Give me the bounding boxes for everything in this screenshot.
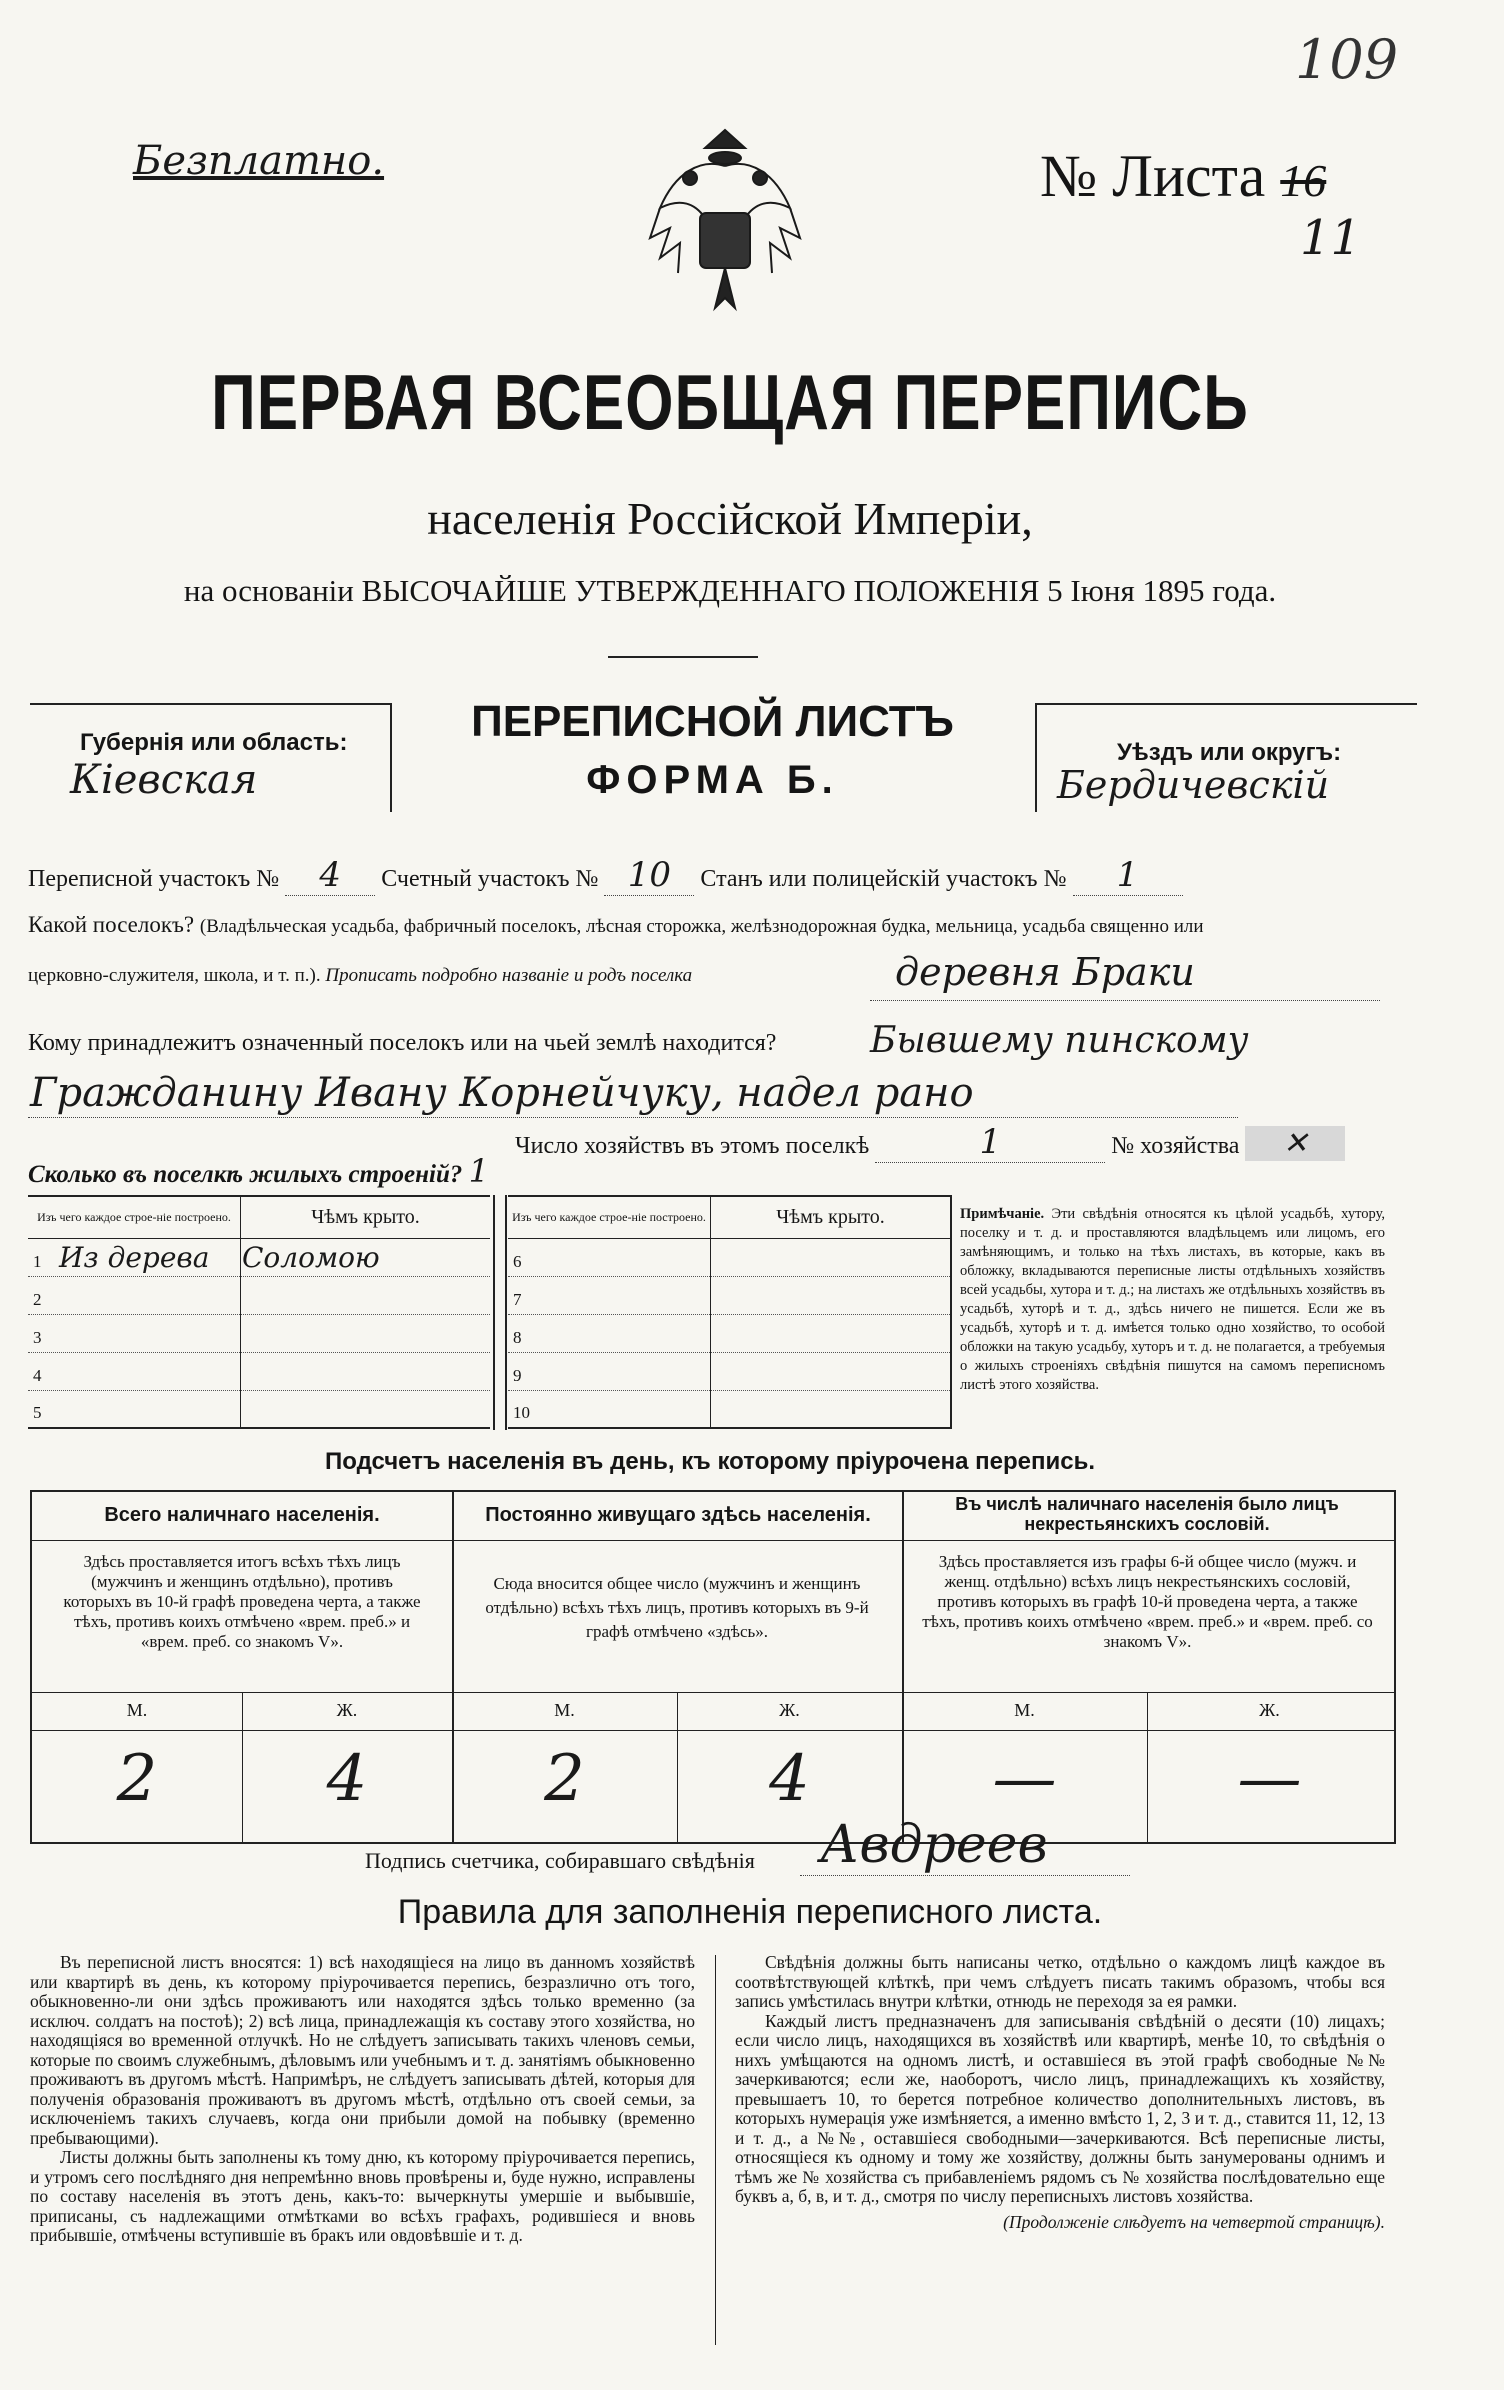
- building-row: [28, 1352, 490, 1390]
- roof-header-2: Чѣмъ крыто.: [711, 1196, 952, 1238]
- owner-value-2: Гражданину Ивану Корнейчуку, надел рано: [30, 1070, 974, 1116]
- building-row: [28, 1314, 490, 1352]
- stan-value: 1: [1073, 855, 1183, 896]
- building-row-number: 2: [33, 1289, 42, 1309]
- signature-value: Авдреев: [820, 1815, 1048, 1875]
- district-line: Переписной участокъ № 4 Счетный участокъ № 10 Станъ или полицейскій участокъ № 1: [28, 855, 1183, 896]
- count-col1-head: Всего наличнаго населенія.: [104, 1504, 380, 1526]
- building-row-number: 7: [513, 1289, 522, 1309]
- rules-right-p2: Каждый листъ предназначенъ для записыванія свѣдѣній о десяти (10) лицахъ; если число лицъ, находящихся въ хозяйствѣ или квартирѣ, менѣе 10, то свѣдѣнія о нихъ умѣщаются на одномъ листѣ, и оставшіеся въ этой графѣ свободные №№ зачеркиваются; если же, наоборотъ, число лицъ, принадлежащихъ къ хозяйству, превышаетъ 10, то берется потребное количество дополнительныхъ листовъ, въ которыхъ нумерація уже измѣняется, а именно вмѣсто 1, 2, 3 и т. д., ставится 11, 12, 13 и т. д., а №№, оставшіеся свободными—зачеркиваются. Всѣ переписные листы, относящіеся къ одному и тому же хозяйству, должны быть занумерованы однимъ и тѣмъ же № хозяйства съ прибавленіемъ рядомъ съ № хозяйства послѣдовательно еще буквъ а, б, в, и т. д., смотря по числу переписныхъ листовъ хозяйства.: [735, 2010, 1385, 2206]
- rules-right-p1: Свѣдѣнія должны быть написаны четко, отдѣльно о каждомъ лицѣ каждое въ соотвѣтствующей клѣткѣ, при чемъ слѣдуетъ писать такимъ образомъ, чтобы вся запись умѣстилась внутри клѣтки, отнюдь не переходя за ея рамки.: [735, 1952, 1385, 2011]
- building-material-cell: [28, 1352, 241, 1390]
- count-table: [30, 1490, 1396, 1844]
- count-value-nonpeasant-f: —: [1237, 1742, 1302, 1816]
- page-title: ПЕРВАЯ ВСЕОБЩАЯ ПЕРЕПИСЬ: [211, 360, 1249, 447]
- building-roof-value: [711, 1276, 952, 1314]
- f-label-1: Ж.: [336, 1700, 358, 1720]
- building-roof-value: [711, 1390, 952, 1428]
- count-value-resident-m: 2: [544, 1742, 585, 1816]
- building-material-cell: [508, 1276, 711, 1314]
- guberniya-label: Губернія или область:: [80, 729, 348, 756]
- note-title: Примѣчаніе.: [960, 1206, 1045, 1222]
- households-value: 1: [875, 1122, 1105, 1163]
- guberniya-value: Кіевская: [70, 757, 258, 803]
- building-row: [28, 1276, 490, 1314]
- buildings-line: Сколько въ поселкѣ жилыхъ строеній? 1: [28, 1152, 489, 1190]
- building-row-number: 4: [33, 1365, 42, 1385]
- material-header-2: Изъ чего каждое строе-ніе построено.: [508, 1196, 711, 1238]
- count-value-nonpeasant-m: —: [992, 1742, 1057, 1816]
- building-row: [28, 1238, 490, 1276]
- building-row-number: 3: [33, 1327, 42, 1347]
- building-material-cell: [508, 1238, 711, 1276]
- building-roof-value: [241, 1390, 491, 1428]
- poselok-line: Какой поселокъ? (Владѣльческая усадьба, фабричный поселокъ, лѣсная сторожка, желѣзнодорожная будка, мельница, усадьба священно или: [28, 912, 1204, 937]
- building-material-cell: [508, 1352, 711, 1390]
- building-roof-value: [241, 1352, 491, 1390]
- building-row: [508, 1390, 951, 1428]
- owner-label: Кому принадлежитъ означенный поселокъ или на чьей землѣ находится?: [28, 1030, 777, 1056]
- count-col3-text: Здѣсь проставляется изъ графы 6-й общее число (мужч. и женщ. отдѣльно) всѣхъ лицъ некрестьянскихъ сословій, противъ которыхъ въ графѣ 10-й проведена черта, а также тѣхъ, противъ коихъ отмѣчено «врем. преб.» и «врем. преб. со знакомъ V».: [922, 1552, 1373, 1651]
- f-label-3: Ж.: [1259, 1700, 1280, 1720]
- building-row-number: 8: [513, 1327, 522, 1347]
- building-roof-value: [241, 1276, 491, 1314]
- count-value-total-f: 4: [326, 1742, 368, 1816]
- building-row-number: 10: [513, 1403, 530, 1423]
- signature-underline: [800, 1875, 1130, 1876]
- poselok-underline: [870, 1000, 1380, 1001]
- legal-basis: на основаніи ВЫСОЧАЙШЕ УТВЕРЖДЕННАГО ПОЛОЖЕНІЯ 5 Іюня 1895 года.: [183, 573, 1277, 608]
- sheet-label: № Листа 16: [1040, 143, 1327, 209]
- building-row: [508, 1352, 951, 1390]
- households-line: Число хозяйствъ въ этомъ поселкѣ 1 № хозяйства ✕: [515, 1122, 1345, 1163]
- building-roof-value: [711, 1314, 952, 1352]
- owner-underline: [28, 1117, 1238, 1118]
- form-title: ПЕРЕПИСНОЙ ЛИСТЪ: [471, 697, 954, 746]
- building-row: [508, 1314, 951, 1352]
- count-value-total-m: 2: [116, 1742, 158, 1816]
- building-material-cell: [28, 1390, 241, 1428]
- household-no-value: ✕: [1245, 1126, 1345, 1161]
- building-roof-value: [711, 1238, 952, 1276]
- note: [960, 1205, 1385, 1395]
- count-col1-text: Здѣсь проставляется итогъ всѣхъ тѣхъ лицъ (мужчинъ и женщинъ отдѣльно), противъ которыхъ въ 10-й графѣ проведена черта, а также тѣхъ, противъ коихъ отмѣчено «врем. преб.» и «врем. преб. со знакомъ V».: [63, 1552, 421, 1651]
- rules-continued: (Продолженіе слѣдуетъ на четвертой страницѣ).: [1003, 2211, 1385, 2232]
- count-col2-text: Сюда вносится общее число (мужчинъ и женщинъ отдѣльно) всѣхъ тѣхъ лицъ, противъ которыхъ въ 9-й графѣ отмѣчено «здѣсь».: [485, 1574, 869, 1641]
- building-material-cell: [508, 1314, 711, 1352]
- building-row: [508, 1238, 951, 1276]
- divider: [608, 656, 758, 658]
- building-material-cell: [28, 1314, 241, 1352]
- material-header: Изъ чего каждое строе-ніе построено.: [28, 1196, 241, 1238]
- double-headed-eagle-emblem: [640, 118, 810, 338]
- perepisnoy-value: 4: [285, 855, 375, 896]
- count-col2-head: Постоянно живущаго здѣсь населенія.: [485, 1504, 871, 1526]
- building-roof-value: Соломою: [241, 1238, 491, 1276]
- building-material-cell: [28, 1276, 241, 1314]
- building-material-cell: [28, 1238, 241, 1276]
- rules-right: [735, 1953, 1385, 2232]
- building-roof-value: [241, 1314, 491, 1352]
- buildings-value: 1: [468, 1152, 489, 1190]
- poselok-hint-line: церковно-служителя, школа, и т. п.). Прописать подробно названіе и родъ поселка: [28, 965, 693, 986]
- signature-label: Подпись счетчика, собиравшаго свѣдѣнія: [365, 1848, 755, 1873]
- m-label-2: М.: [554, 1700, 575, 1720]
- free-label: Безплатно.: [133, 138, 385, 184]
- count-col3-head: Въ числѣ наличнаго населенія было лицъ некрестьянскихъ сословій.: [955, 1494, 1339, 1534]
- building-material-value: Из дерева: [59, 1240, 210, 1274]
- m-label-3: М.: [1014, 1700, 1035, 1720]
- building-row-number: 5: [33, 1403, 42, 1423]
- corner-archive-number: 109: [1295, 28, 1399, 91]
- note-text: Эти свѣдѣнія относятся къ цѣлой усадьбѣ, хутору, поселку и т. д. и проставляются владѣльцемъ или лицомъ, его замѣняющимъ, и только на тѣхъ листахъ, въ которые, какъ въ обложку, вкладываются переписные листы отдѣльныхъ хозяйствъ всей усадьбы, хутора и т. д.; на листахъ же отдѣльныхъ хозяйствъ въ усадьбѣ, хуторѣ и т. д., здѣсь ничего не пишется. Если же въ усадьбѣ, хуторѣ и т. д. имѣется только одно хозяйство, то особой обложки на такую усадьбу, хуторъ и т. д. не полагается, а требуемыя о жилыхъ строеніяхъ свѣдѣнія пишутся на самомъ переписномъ листѣ этого хозяйства.: [960, 1206, 1385, 1393]
- building-row: [508, 1276, 951, 1314]
- roof-header: Чѣмъ крыто.: [241, 1196, 491, 1238]
- building-row-number: 9: [513, 1365, 522, 1385]
- rules-left-p2: Листы должны быть заполнены къ тому дню, къ которому пріурочивается перепись, и утромъ сего послѣдняго дня непремѣнно вновь провѣрены и, буде нужно, исправлены по составу населенія въ этотъ день, какъ-то: вычеркнуты умершіе и выбывшіе, приписаны, съ надлежащими отмѣтками во всѣхъ графахъ, родившіеся и вновь прибывшіе, отмѣчены вступившіе въ бракъ или овдовѣвшіе и т. д.: [30, 2147, 695, 2245]
- f-label-2: Ж.: [779, 1700, 800, 1720]
- m-label-1: М.: [126, 1700, 148, 1720]
- guberniya-box: [30, 703, 392, 812]
- sheet-number-handwritten: 11: [1300, 210, 1362, 266]
- sheet-number-struck: 16: [1280, 155, 1327, 206]
- owner-value-1: Бывшему пинскому: [870, 1020, 1249, 1061]
- page-subtitle: населенія Россійской Имперіи,: [427, 493, 1033, 544]
- building-row: [28, 1390, 490, 1428]
- poselok-value: деревня Браки: [895, 950, 1195, 994]
- rules-title: Правила для заполненія переписного листа.: [397, 1893, 1103, 1931]
- schetny-value: 10: [604, 855, 694, 896]
- count-title: Подсчетъ населенія въ день, къ которому пріурочена перепись.: [325, 1448, 1095, 1475]
- rules-left: [30, 1953, 695, 2246]
- building-row-number: 6: [513, 1251, 522, 1271]
- table-separator: [493, 1195, 507, 1430]
- form-label: ФОРМА Б.: [586, 758, 839, 802]
- building-roof-value: [711, 1352, 952, 1390]
- building-row-number: 1: [33, 1251, 42, 1271]
- rules-divider: [715, 1955, 716, 2345]
- buildings-table-left: [28, 1195, 490, 1429]
- uezd-label: Уѣздъ или округъ:: [1117, 739, 1342, 766]
- rules-left-p1: Въ переписной листъ вносятся: 1) всѣ находящіеся на лицо въ данномъ хозяйствѣ или квартирѣ въ день, къ которому пріурочивается перепись, безразлично отъ того, обыкновенно-ли они здѣсь проживаютъ или находятся здѣсь только временно (за исключ. солдатъ на постоѣ); 2) всѣ лица, принадлежащія къ составу этого хозяйства, но находящіяся во временной отлучкѣ. Но не слѣдуетъ записывать такихъ членовъ семьи, которые по своимъ служебнымъ, дѣловымъ или учебнымъ и т. д. занятіямъ обыкновенно проживаютъ въ другомъ мѣстѣ. Напримѣръ, не слѣдуетъ записывать дѣтей, которыя для полученія образованія проживаютъ въ другомъ мѣстѣ, отдѣльно отъ своей семьи, за исключеніемъ такихъ случаевъ, когда они прибыли домой на побывку (временно пребывающими).: [30, 1952, 695, 2148]
- count-value-resident-f: 4: [769, 1742, 810, 1816]
- buildings-table-right: [508, 1195, 952, 1429]
- building-material-cell: [508, 1390, 711, 1428]
- uezd-value: Бердичевскій: [1057, 763, 1330, 807]
- uezd-box: [1035, 703, 1417, 812]
